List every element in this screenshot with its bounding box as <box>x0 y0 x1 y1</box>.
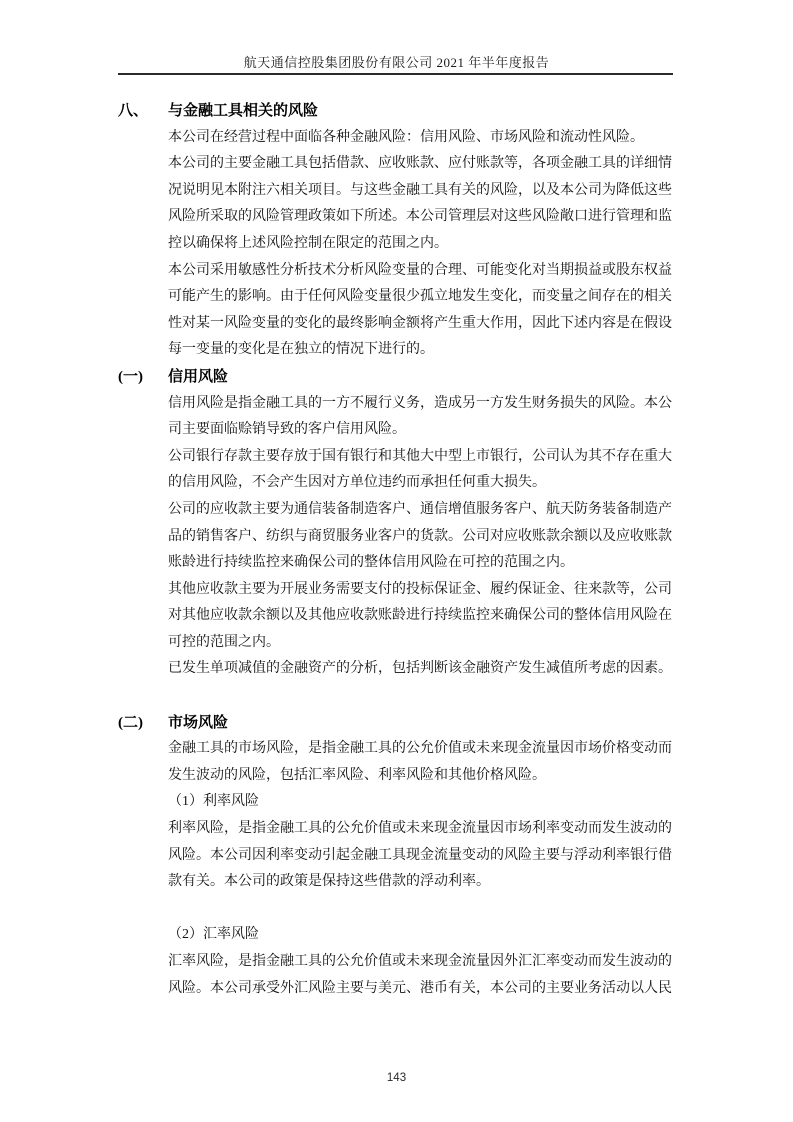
blank-line <box>118 896 672 923</box>
page-number: 143 <box>386 1072 407 1084</box>
section-title: 市场风险 <box>168 714 229 731</box>
section-number: 八、 <box>118 103 149 119</box>
report-header-title: 航天通信控股集团股份有限公司 2021 年半年度报告 <box>243 55 550 70</box>
subsection-label-interest-rate-risk: （1）利率风险 <box>168 794 259 810</box>
blank-line <box>118 683 672 710</box>
section-title: 与金融工具相关的风险 <box>168 103 319 119</box>
paragraph: 本公司采用敏感性分析技术分析风险变量的合理、可能变化对当期损益或股东权益可能产生的影响。由于任何风险变量很少孤立地发生变化，而变量之间存在的相关性对某一风险变量的变化的最终影响金额将产生重大作用，因此下述内容是在假设每一变量的变化是在独立的情况下进行的。 <box>168 262 672 358</box>
paragraph: 信用风险是指金融工具的一方不履行义务，造成另一方发生财务损失的风险。本公司主要面临赊销导致的客户信用风险。 <box>168 395 672 438</box>
section-number: (二) <box>118 714 143 731</box>
section-number: (一) <box>118 368 143 385</box>
section-heading-credit-risk <box>118 364 672 391</box>
paragraph: 汇率风险，是指金融工具的公允价值或未来现金流量因外汇汇率变动而发生波动的风险。本公司承受外汇风险主要与美元、港币有关，本公司的主要业务活动以人民 <box>168 954 672 996</box>
paragraph: 利率风险，是指金融工具的公允价值或未来现金流量因市场利率变动而发生波动的风险。本公司因利率变动引起金融工具现金流量变动的风险主要与浮动利率银行借款有关。本公司的政策是保持这些借款的浮动利率。 <box>168 821 672 890</box>
paragraph: 金融工具的市场风险，是指金融工具的公允价值或未来现金流量因市场价格变动而发生波动的风险，包括汇率风险、利率风险和其他价格风险。 <box>168 741 672 783</box>
paragraph: 公司银行存款主要存放于国有银行和其他大中型上市银行，公司认为其不存在重大的信用风险，不会产生因对方单位违约而承担任何重大损失。 <box>168 448 672 491</box>
paragraph: 公司的应收款主要为通信装备制造客户、通信增值服务客户、航天防务装备制造产品的销售客户、纺织与商贸服务业客户的货款。公司对应收账款余额以及应收账款账龄进行持续监控来确保公司的整体信用风险在可控的范围之内。 <box>168 501 672 571</box>
paragraph: 本公司的主要金融工具包括借款、应收账款、应付账款等，各项金融工具的详细情况说明见本附注六相关项目。与这些金融工具有关的风险，以及本公司为降低这些风险所采取的风险管理政策如下所述。本公司管理层对这些风险敞口进行管理和监控以确保将上述风险控制在限定的范围之内。 <box>168 156 672 251</box>
paragraph: 其他应收款主要为开展业务需要支付的投标保证金、履约保证金、往来款等，公司对其他应收款余额以及其他应收款账龄进行持续监控来确保公司的整体信用风险在可控的范围之内。 <box>168 581 672 650</box>
subsection-label-exchange-rate-risk: （2）汇率风险 <box>168 927 259 943</box>
paragraph: 本公司在经营过程中面临各种金融风险：信用风险、市场风险和流动性风险。 <box>168 129 644 145</box>
header-rule <box>118 73 673 75</box>
paragraph: 已发生单项减值的金融资产的分析，包括判断该金融资产发生减值所考虑的因素。 <box>168 661 672 677</box>
section-heading-market-risk <box>118 710 672 737</box>
section-heading-8 <box>118 98 672 125</box>
document-body <box>118 98 672 1002</box>
section-title: 信用风险 <box>168 368 229 385</box>
